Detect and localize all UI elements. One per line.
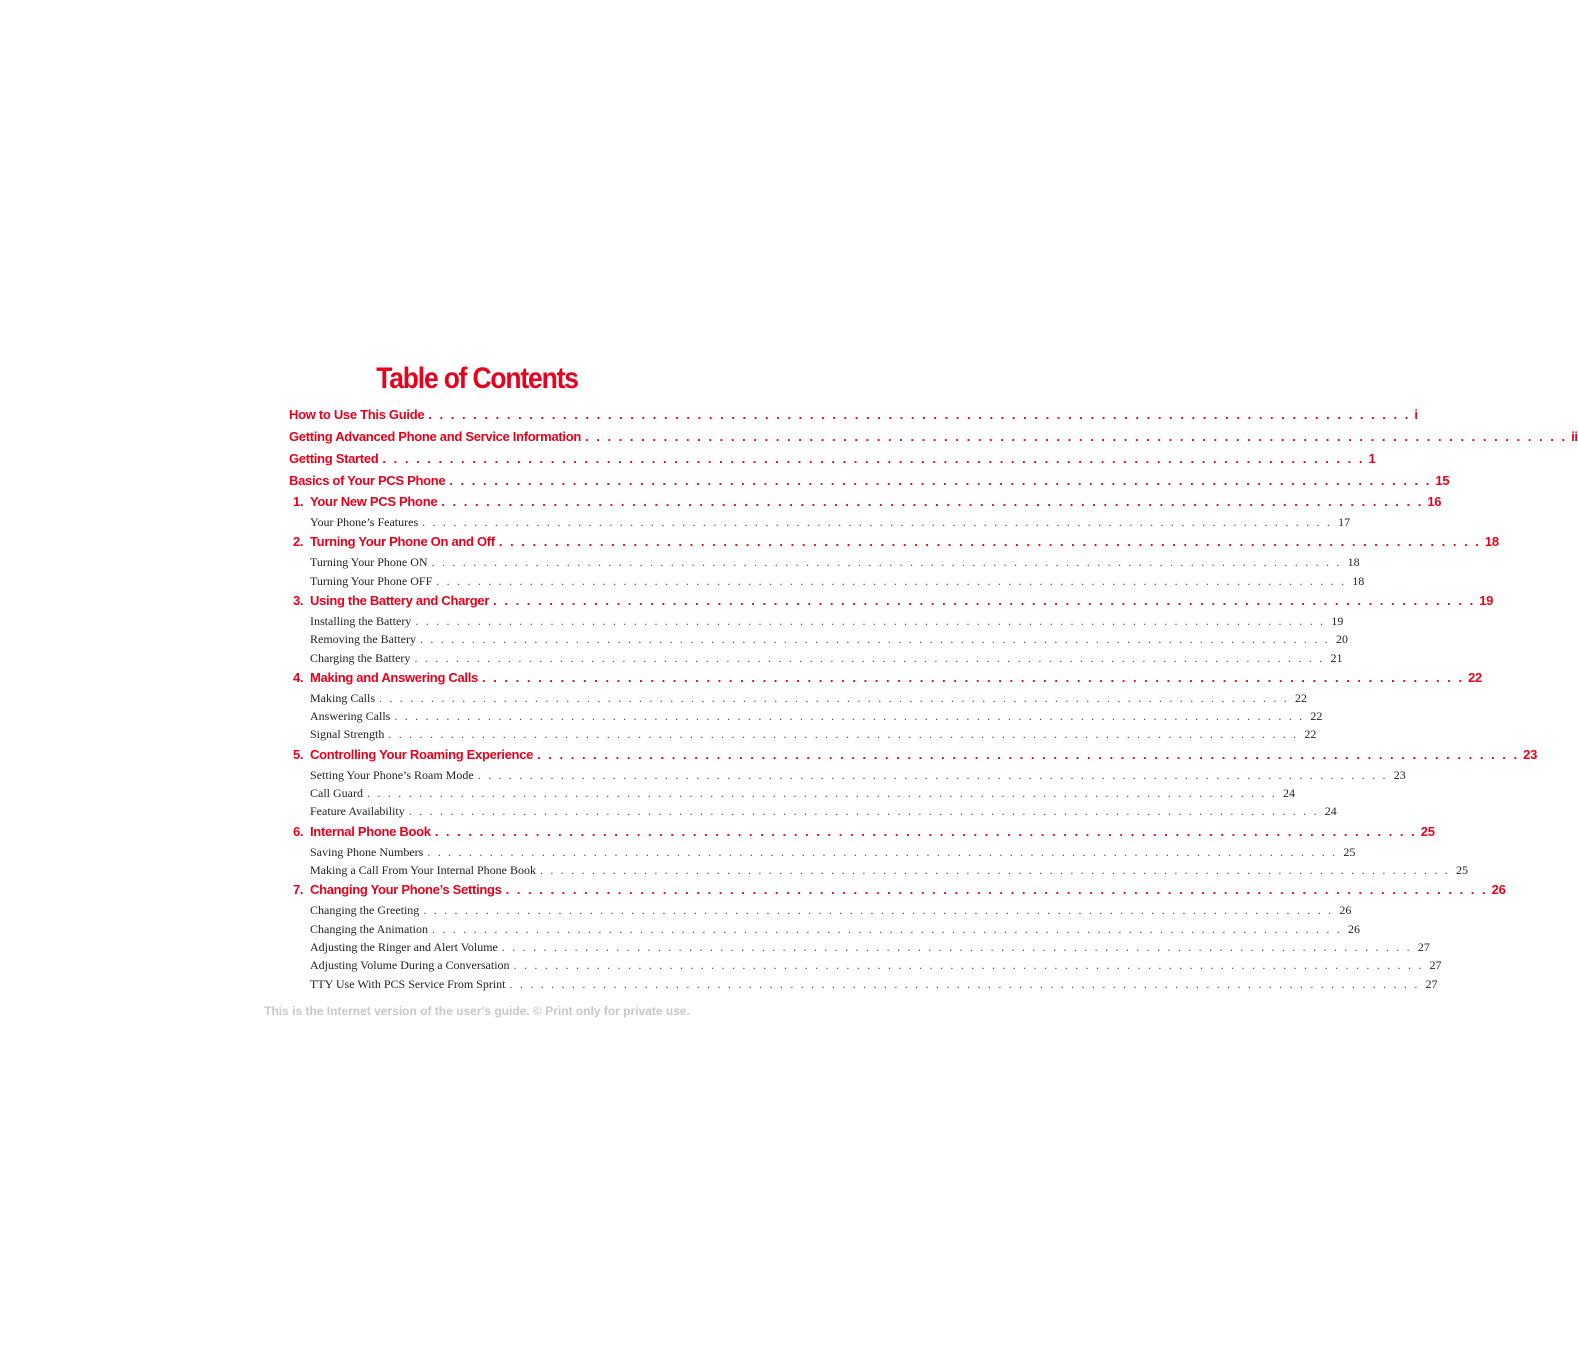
- toc-entry-label: Making and Answering Calls: [310, 670, 478, 685]
- toc-entry-number: 1.: [293, 494, 304, 509]
- toc-section-entry[interactable]: [289, 747, 1538, 762]
- toc-entry-page-number: 16: [1427, 494, 1442, 509]
- toc-entry-page-number: i: [1414, 407, 1418, 422]
- toc-entry-page-number: 21: [1330, 651, 1343, 665]
- toc-entry-label: Changing Your Phone’s Settings: [310, 882, 502, 897]
- toc-subsection-entry[interactable]: [289, 804, 1337, 819]
- toc-entry-label: TTY Use With PCS Service From Sprint: [310, 977, 506, 991]
- toc-subsection-entry[interactable]: [289, 922, 1360, 937]
- toc-entry-label: Charging the Battery: [310, 651, 411, 665]
- toc-subsection-entry[interactable]: [289, 768, 1406, 783]
- toc-dot-leader: . . . . . . . . . . . . . . . . . . . . . . . . . . . . . . . . . . . . . . . . . . . . . . . . . . . . . . . . . . . . . . . . . . . . . . . . . . . . . . . . . . . . . . . .: [382, 451, 1365, 466]
- toc-entry-number: 7.: [293, 882, 304, 897]
- toc-subsection-entry[interactable]: [289, 691, 1307, 706]
- toc-subsection-entry[interactable]: [289, 940, 1430, 955]
- toc-subsection-entry[interactable]: [289, 651, 1343, 666]
- toc-entry-label: How to Use This Guide: [289, 407, 425, 422]
- toc-entry-page-number: 24: [1324, 804, 1337, 818]
- toc-section-entry[interactable]: [289, 473, 1450, 488]
- toc-entry-label: Feature Availability: [310, 804, 405, 818]
- toc-subsection-entry[interactable]: [289, 574, 1365, 589]
- toc-dot-leader: . . . . . . . . . . . . . . . . . . . . . . . . . . . . . . . . . . . . . . . . . . . . . . . . . . . . . . . . . . . . . . . . . . . . . . . . . . . . . . . . . . . . . . . .: [537, 747, 1520, 762]
- toc-section-entry[interactable]: [289, 670, 1482, 685]
- toc-dot-leader: . . . . . . . . . . . . . . . . . . . . . . . . . . . . . . . . . . . . . . . . . . . . . . . . . . . . . . . . . . . . . . . . . . . . . . . . . . . . . . . . . . . . . . . .: [379, 691, 1289, 705]
- toc-entry-page-number: 22: [1468, 670, 1482, 685]
- toc-entry-label: Internal Phone Book: [310, 824, 431, 839]
- toc-entry-label: Changing the Animation: [310, 922, 428, 936]
- toc-subsection-entry[interactable]: [289, 903, 1352, 918]
- toc-subsection-entry[interactable]: [289, 727, 1317, 742]
- toc-dot-leader: . . . . . . . . . . . . . . . . . . . . . . . . . . . . . . . . . . . . . . . . . . . . . . . . . . . . . . . . . . . . . . . . . . . . . . . . . . . . . . . . . . . . . . . .: [585, 429, 1568, 444]
- toc-dot-leader: . . . . . . . . . . . . . . . . . . . . . . . . . . . . . . . . . . . . . . . . . . . . . . . . . . . . . . . . . . . . . . . . . . . . . . . . . . . . . . . . . . . . . . . .: [505, 882, 1488, 897]
- toc-dot-leader: . . . . . . . . . . . . . . . . . . . . . . . . . . . . . . . . . . . . . . . . . . . . . . . . . . . . . . . . . . . . . . . . . . . . . . . . . . . . . . . . . . . . . . . .: [423, 903, 1334, 917]
- toc-entry-label: Basics of Your PCS Phone: [289, 473, 446, 488]
- toc-entry-page-number: 18: [1347, 555, 1360, 569]
- toc-subsection-entry[interactable]: [289, 632, 1348, 647]
- toc-dot-leader: . . . . . . . . . . . . . . . . . . . . . . . . . . . . . . . . . . . . . . . . . . . . . . . . . . . . . . . . . . . . . . . . . . . . . . . . . . . . . . . . . . . . . . . .: [394, 709, 1305, 723]
- toc-section-entry[interactable]: [289, 494, 1442, 509]
- toc-dot-leader: . . . . . . . . . . . . . . . . . . . . . . . . . . . . . . . . . . . . . . . . . . . . . . . . . . . . . . . . . . . . . . . . . . . . . . . . . . . . . . . . . . . . . . . .: [408, 804, 1319, 818]
- toc-entry-label: Getting Started: [289, 451, 379, 466]
- toc-entry-label: Getting Advanced Phone and Service Information: [289, 429, 581, 444]
- toc-entry-label: Signal Strength: [310, 727, 385, 741]
- toc-entry-page-number: 1: [1368, 451, 1376, 466]
- toc-entry-number: 6.: [293, 824, 304, 839]
- toc-entry-page-number: 15: [1435, 473, 1450, 488]
- toc-entry-label: Controlling Your Roaming Experience: [310, 747, 534, 762]
- toc-dot-leader: . . . . . . . . . . . . . . . . . . . . . . . . . . . . . . . . . . . . . . . . . . . . . . . . . . . . . . . . . . . . . . . . . . . . . . . . . . . . . . . . . . . . . . . .: [449, 473, 1432, 488]
- toc-entry-page-number: 26: [1491, 882, 1506, 897]
- toc-dot-leader: . . . . . . . . . . . . . . . . . . . . . . . . . . . . . . . . . . . . . . . . . . . . . . . . . . . . . . . . . . . . . . . . . . . . . . . . . . . . . . . . . . . . . . . .: [432, 922, 1342, 936]
- toc-entry-page-number: 17: [1338, 515, 1351, 529]
- toc-section-entry[interactable]: [289, 882, 1506, 897]
- toc-dot-leader: . . . . . . . . . . . . . . . . . . . . . . . . . . . . . . . . . . . . . . . . . . . . . . . . . . . . . . . . . . . . . . . . . . . . . . . . . . . . . . . . . . . . . . . .: [477, 768, 1388, 782]
- toc-subsection-entry[interactable]: [289, 845, 1356, 860]
- toc-dot-leader: . . . . . . . . . . . . . . . . . . . . . . . . . . . . . . . . . . . . . . . . . . . . . . . . . . . . . . . . . . . . . . . . . . . . . . . . . . . . . . . . . . . . . . . .: [509, 977, 1420, 991]
- toc-dot-leader: . . . . . . . . . . . . . . . . . . . . . . . . . . . . . . . . . . . . . . . . . . . . . . . . . . . . . . . . . . . . . . . . . . . . . . . . . . . . . . . . . . . . . . . .: [431, 555, 1342, 569]
- toc-entry-page-number: 25: [1420, 824, 1435, 839]
- footer-notice: This is the Internet version of the user's guide. © Print only for private use.: [264, 1004, 690, 1018]
- toc-dot-leader: . . . . . . . . . . . . . . . . . . . . . . . . . . . . . . . . . . . . . . . . . . . . . . . . . . . . . . . . . . . . . . . . . . . . . . . . . . . . . . . . . . . . . . . .: [422, 515, 1333, 529]
- toc-dot-leader: . . . . . . . . . . . . . . . . . . . . . . . . . . . . . . . . . . . . . . . . . . . . . . . . . . . . . . . . . . . . . . . . . . . . . . . . . . . . . . . . . . . . . . . .: [427, 845, 1338, 859]
- toc-entry-label: Call Guard: [310, 786, 363, 800]
- toc-subsection-entry[interactable]: [289, 555, 1360, 570]
- page-title: Table of Contents: [376, 362, 578, 395]
- toc-entry-label: Installing the Battery: [310, 614, 412, 628]
- toc-subsection-entry[interactable]: [289, 614, 1344, 629]
- toc-dot-leader: . . . . . . . . . . . . . . . . . . . . . . . . . . . . . . . . . . . . . . . . . . . . . . . . . . . . . . . . . . . . . . . . . . . . . . . . . . . . . . . . . . . . . . . .: [540, 863, 1450, 877]
- toc-dot-leader: . . . . . . . . . . . . . . . . . . . . . . . . . . . . . . . . . . . . . . . . . . . . . . . . . . . . . . . . . . . . . . . . . . . . . . . . . . . . . . . . . . . . . . . .: [501, 940, 1412, 954]
- toc-entry-page-number: 25: [1456, 863, 1468, 877]
- toc-subsection-entry[interactable]: [289, 709, 1323, 724]
- toc-entry-label: Setting Your Phone’s Roam Mode: [310, 768, 474, 782]
- toc-entry-label: Using the Battery and Charger: [310, 593, 490, 608]
- toc-entry-label: Saving Phone Numbers: [310, 845, 424, 859]
- toc-entry-page-number: 18: [1352, 574, 1365, 588]
- toc-entry-label: Turning Your Phone ON: [310, 555, 428, 569]
- toc-entry-page-number: 18: [1484, 534, 1499, 549]
- toc-entry-page-number: ii: [1571, 429, 1578, 444]
- toc-dot-leader: . . . . . . . . . . . . . . . . . . . . . . . . . . . . . . . . . . . . . . . . . . . . . . . . . . . . . . . . . . . . . . . . . . . . . . . . . . . . . . . . . . . . . . . .: [415, 614, 1326, 628]
- toc-dot-leader: . . . . . . . . . . . . . . . . . . . . . . . . . . . . . . . . . . . . . . . . . . . . . . . . . . . . . . . . . . . . . . . . . . . . . . . . . . . . . . . . . . . . . . . .: [493, 593, 1476, 608]
- toc-subsection-entry[interactable]: [289, 786, 1295, 801]
- toc-entry-page-number: 24: [1283, 786, 1295, 800]
- toc-entry-label: Making Calls: [310, 691, 375, 705]
- toc-dot-leader: . . . . . . . . . . . . . . . . . . . . . . . . . . . . . . . . . . . . . . . . . . . . . . . . . . . . . . . . . . . . . . . . . . . . . . . . . . . . . . . . . . . . . . . .: [498, 534, 1481, 549]
- toc-subsection-entry[interactable]: [289, 863, 1468, 878]
- toc-subsection-entry[interactable]: [289, 977, 1438, 992]
- toc-dot-leader: . . . . . . . . . . . . . . . . . . . . . . . . . . . . . . . . . . . . . . . . . . . . . . . . . . . . . . . . . . . . . . . . . . . . . . . . . . . . . . . . . . . . . . . .: [481, 670, 1465, 685]
- toc-entry-number: 3.: [293, 593, 304, 608]
- toc-entry-page-number: 26: [1339, 903, 1352, 917]
- toc-entry-label: Your Phone’s Features: [310, 515, 419, 529]
- toc-dot-leader: . . . . . . . . . . . . . . . . . . . . . . . . . . . . . . . . . . . . . . . . . . . . . . . . . . . . . . . . . . . . . . . . . . . . . . . . . . . . . . . . . . . . . . . .: [436, 574, 1347, 588]
- toc-entry-page-number: 19: [1479, 593, 1494, 608]
- toc-entry-label: Turning Your Phone OFF: [310, 574, 433, 588]
- toc-entry-page-number: 22: [1310, 709, 1323, 723]
- toc-dot-leader: . . . . . . . . . . . . . . . . . . . . . . . . . . . . . . . . . . . . . . . . . . . . . . . . . . . . . . . . . . . . . . . . . . . . . . . . . . . . . . . . . . . . . . . .: [441, 494, 1424, 509]
- toc-entry-label: Changing the Greeting: [310, 903, 420, 917]
- toc-section-entry[interactable]: [289, 407, 1418, 422]
- toc-entry-page-number: 22: [1304, 727, 1317, 741]
- toc-entry-label: Removing the Battery: [310, 632, 416, 646]
- toc-section-entry[interactable]: [289, 824, 1435, 839]
- toc-dot-leader: . . . . . . . . . . . . . . . . . . . . . . . . . . . . . . . . . . . . . . . . . . . . . . . . . . . . . . . . . . . . . . . . . . . . . . . . . . . . . . . . . . . . . . . .: [434, 824, 1417, 839]
- toc-entry-label: Adjusting the Ringer and Alert Volume: [310, 940, 498, 954]
- toc-dot-leader: . . . . . . . . . . . . . . . . . . . . . . . . . . . . . . . . . . . . . . . . . . . . . . . . . . . . . . . . . . . . . . . . . . . . . . . . . . . . . . . . . . . . . . . .: [419, 632, 1330, 646]
- toc-subsection-entry[interactable]: [289, 515, 1351, 530]
- toc-entry-label: Turning Your Phone On and Off: [310, 534, 495, 549]
- toc-entry-number: 2.: [293, 534, 304, 549]
- toc-entry-page-number: 22: [1295, 691, 1307, 705]
- toc-section-entry[interactable]: [289, 429, 1578, 444]
- toc-entry-page-number: 19: [1331, 614, 1344, 628]
- toc-entry-number: 4.: [293, 670, 304, 685]
- toc-subsection-entry[interactable]: [289, 958, 1442, 973]
- toc-entry-page-number: 20: [1335, 632, 1348, 646]
- toc-section-entry[interactable]: [289, 451, 1376, 466]
- toc-section-entry[interactable]: [289, 534, 1499, 549]
- toc-dot-leader: . . . . . . . . . . . . . . . . . . . . . . . . . . . . . . . . . . . . . . . . . . . . . . . . . . . . . . . . . . . . . . . . . . . . . . . . . . . . . . . . . . . . . . . .: [513, 958, 1424, 972]
- toc-dot-leader: . . . . . . . . . . . . . . . . . . . . . . . . . . . . . . . . . . . . . . . . . . . . . . . . . . . . . . . . . . . . . . . . . . . . . . . . . . . . . . . . . . . . . . . .: [367, 786, 1277, 800]
- toc-entry-page-number: 23: [1523, 747, 1538, 762]
- toc-dot-leader: . . . . . . . . . . . . . . . . . . . . . . . . . . . . . . . . . . . . . . . . . . . . . . . . . . . . . . . . . . . . . . . . . . . . . . . . . . . . . . . . . . . . . . . .: [414, 651, 1325, 665]
- toc-entry-label: Answering Calls: [310, 709, 391, 723]
- toc-dot-leader: . . . . . . . . . . . . . . . . . . . . . . . . . . . . . . . . . . . . . . . . . . . . . . . . . . . . . . . . . . . . . . . . . . . . . . . . . . . . . . . . . . . . . . . .: [388, 727, 1299, 741]
- toc-section-entry[interactable]: [289, 593, 1494, 608]
- toc-entry-page-number: 27: [1425, 977, 1438, 991]
- toc-entry-page-number: 23: [1393, 768, 1406, 782]
- toc-entry-label: Your New PCS Phone: [310, 494, 438, 509]
- toc-entry-page-number: 26: [1348, 922, 1360, 936]
- toc-entry-page-number: 27: [1429, 958, 1442, 972]
- toc-entry-number: 5.: [293, 747, 304, 762]
- toc-entry-page-number: 25: [1343, 845, 1356, 859]
- toc-entry-label: Adjusting Volume During a Conversation: [310, 958, 510, 972]
- toc-dot-leader: . . . . . . . . . . . . . . . . . . . . . . . . . . . . . . . . . . . . . . . . . . . . . . . . . . . . . . . . . . . . . . . . . . . . . . . . . . . . . . . . . . . . . . . .: [428, 407, 1411, 422]
- toc-entry-label: Making a Call From Your Internal Phone Book: [310, 863, 536, 877]
- toc-entry-page-number: 27: [1417, 940, 1430, 954]
